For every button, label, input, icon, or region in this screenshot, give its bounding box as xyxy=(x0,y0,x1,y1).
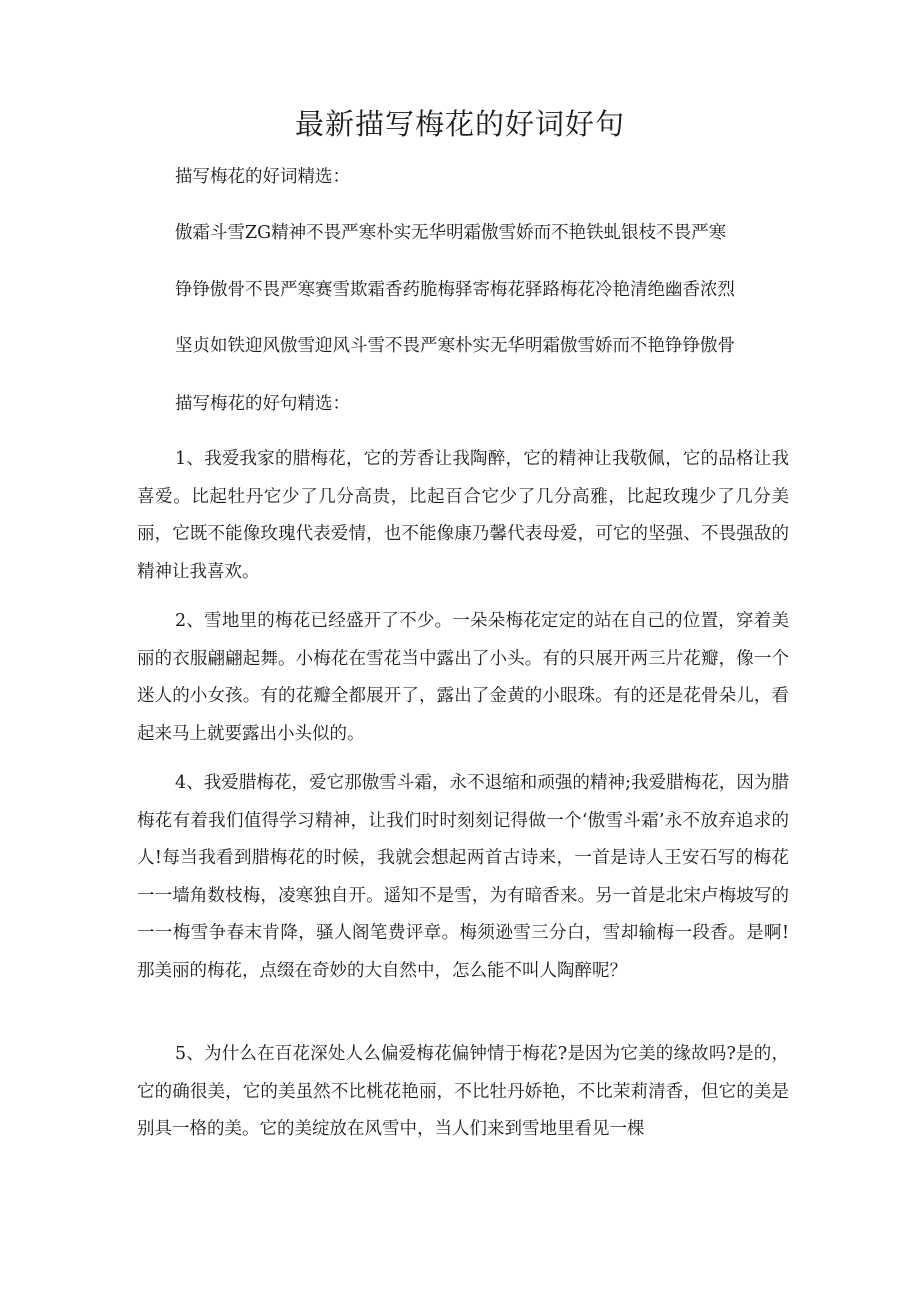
paragraph: 2、雪地里的梅花已经盛开了不少。一朵朵梅花定定的站在自己的位置，穿着美丽的衣服翩翩起舞。小梅花在雪花当中露出了小头。有的只展开两三片花瓣，像一个迷人的小女孩。有的花瓣全都展开了，露出了金黄的小眼珠。有的还是花骨朵儿，看起来马上就要露出小头似的。 xyxy=(137,611,789,744)
word-line: 铮铮傲骨不畏严寒赛雪欺霜香药脆梅驿寄梅花驿路梅花冷艳清绝幽香浓烈 xyxy=(175,280,735,300)
words-heading: 描写梅花的好词精选： xyxy=(175,167,350,187)
sentences-heading: 描写梅花的好句精选： xyxy=(175,394,350,414)
paragraph: 1、我爱我家的腊梅花，它的芳香让我陶醉，它的精神让我敬佩，它的品格让我喜爱。比起牡丹它少了几分高贵，比起百合它少了几分高雅，比起玫瑰少了几分美丽，它既不能像玫瑰代表爱情，也不能像康乃馨代表母爱，可它的坚强、不畏强敌的精神让我喜欢。 xyxy=(137,449,789,582)
paragraph: 4、我爱腊梅花，爱它那傲雪斗霜，永不退缩和顽强的精神;我爱腊梅花，因为腊梅花有着我们值得学习精神，让我们时时刻刻记得做一个‘傲雪斗霜’永不放弃追求的人!每当我看到腊梅花的时候，我就会想起两首古诗来，一首是诗人王安石写的梅花一一墙角数枝梅，凌寒独自开。遥知不是雪，为有暗香来。另一首是北宋卢梅坡写的一一梅雪争春末肯降，骚人阁笔费评章。梅须逊雪三分白，雪却输梅一段香。是啊!那美丽的梅花，点缀在奇妙的大自然中，怎么能不叫人陶醉呢？ xyxy=(137,773,789,981)
paragraph: 5、为什么在百花深处人么偏爱梅花偏钟情于梅花?是因为它美的缘故吗?是的，它的确很美，它的美虽然不比桃花艳丽，不比牡丹娇艳，不比茉莉清香，但它的美是别具一格的美。它的美绽放在风雪中，当人们来到雪地里看见一棵 xyxy=(137,1044,789,1139)
word-line: 坚贞如铁迎风傲雪迎风斗雪不畏严寒朴实无华明霜傲雪娇而不艳铮铮傲骨 xyxy=(175,336,735,356)
document-title: 最新描写梅花的好词好句 xyxy=(294,107,625,141)
word-line: 傲霜斗雪ZG精神不畏严寒朴实无华明霜傲雪娇而不艳铁虬银枝不畏严寒 xyxy=(175,223,727,243)
